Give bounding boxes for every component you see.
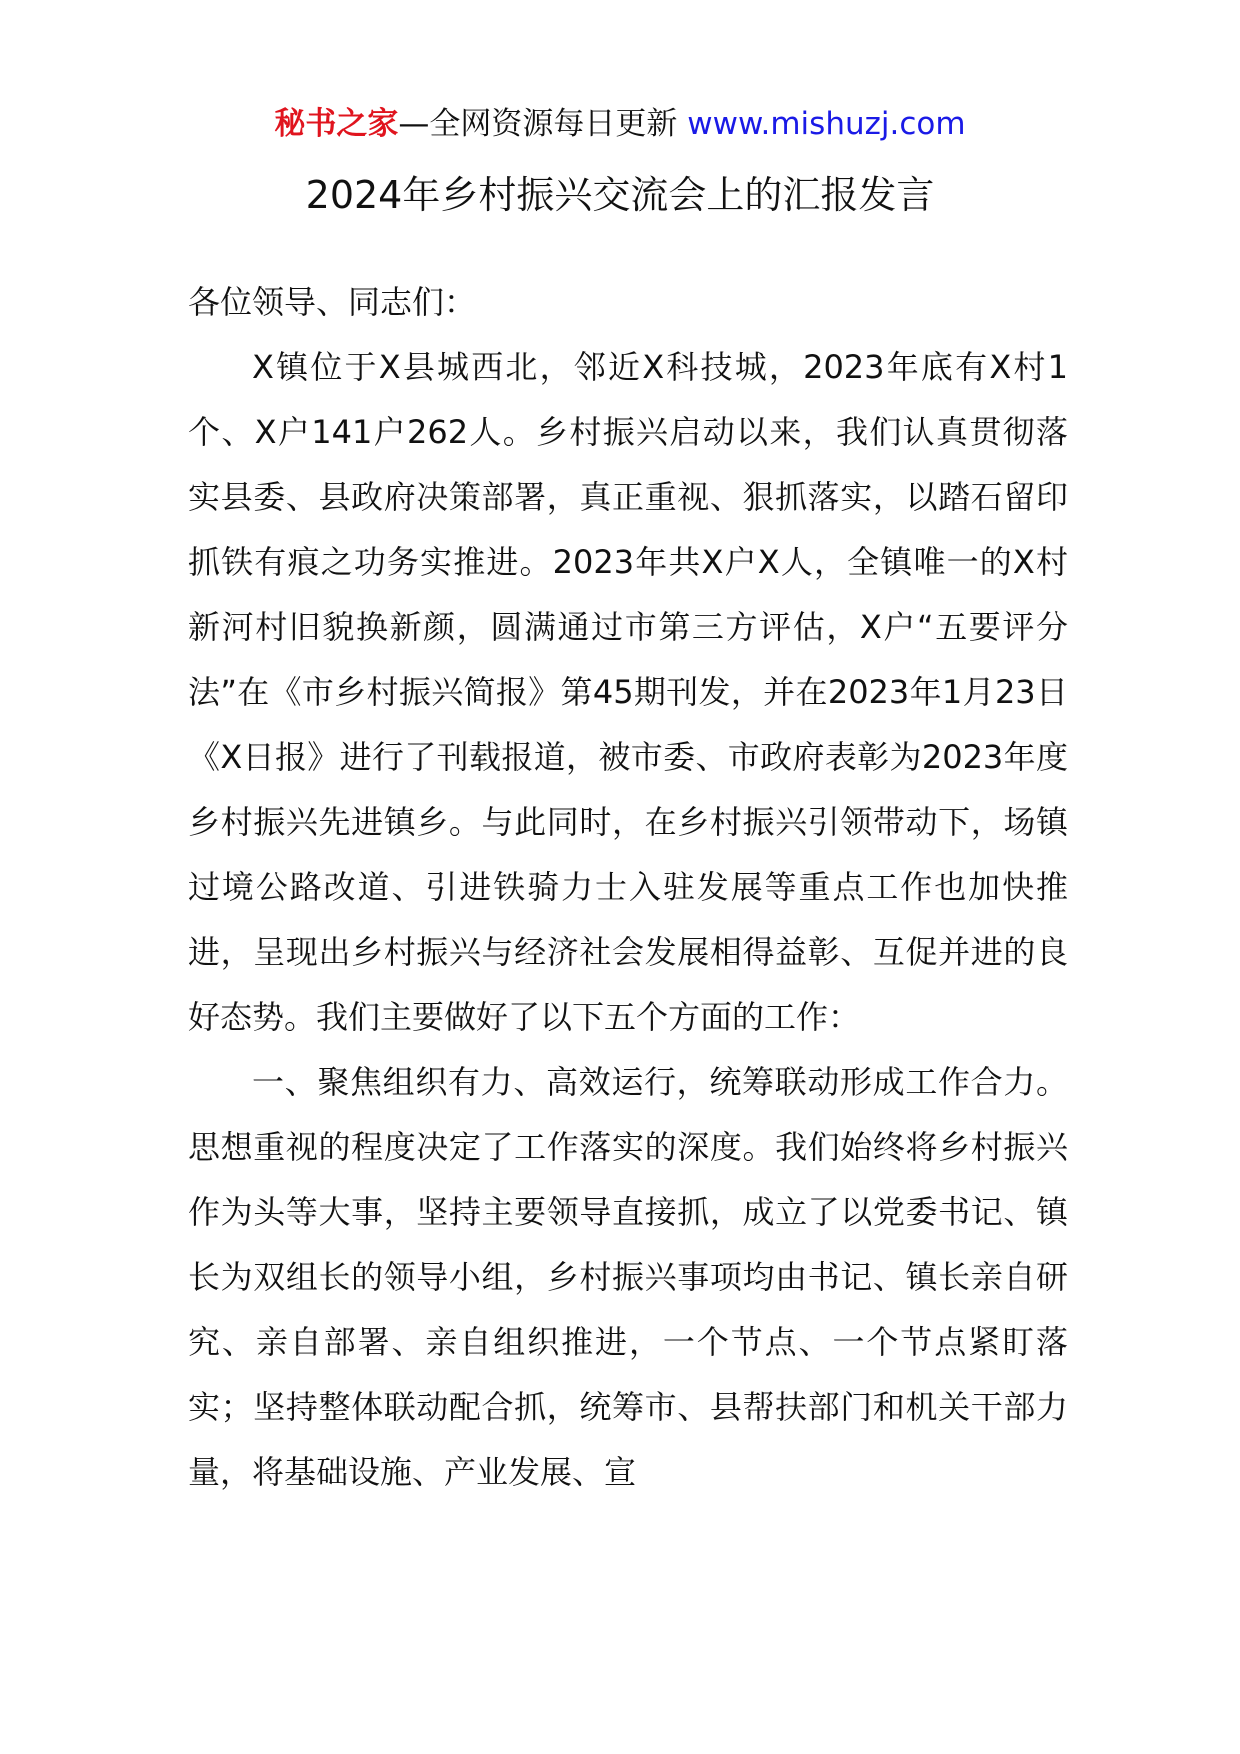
salutation: 各位领导、同志们： xyxy=(188,283,477,321)
document-title: 2024年乡村振兴交流会上的汇报发言 xyxy=(305,173,935,217)
paragraph-section-one: 一、聚焦组织有力、高效运行，统筹联动形成工作合力。思想重视的程度决定了工作落实的深度。我们始终将乡村振兴作为头等大事，坚持主要领导直接抓，成立了以党委书记、镇长为双组长的领导小组，乡村振兴事项均由书记、镇长亲自研究、亲自部署、亲自组织推进，一个节点、一个节点紧盯落实；坚持整体联动配合抓，统筹市、县帮扶部门和机关干部力量，将基础设施、产业发展、宣 xyxy=(188,1063,1068,1491)
brand-name: 秘书之家 xyxy=(274,106,399,142)
document-body xyxy=(188,270,1068,1505)
paragraph-intro: X镇位于X县城西北，邻近X科技城，2023年底有X村1个、X户141户262人。乡村振兴启动以来，我们认真贯彻落实县委、县政府决策部署，真正重视、狠抓落实，以踏石留印抓铁有痕之功务实推进。2023年共X户X人，全镇唯一的X村新河村旧貌换新颜，圆满通过市第三方评估，X户“五要评分法”在《市乡村振兴简报》第45期刊发，并在2023年1月23日《X日报》进行了刊载报道，被市委、市政府表彰为2023年度乡村振兴先进镇乡。与此同时，在乡村振兴引领带动下，场镇过境公路改道、引进铁骑力士入驻发展等重点工作也加快推进，呈现出乡村振兴与经济社会发展相得益彰、互促并进的良好态势。我们主要做好了以下五个方面的工作： xyxy=(188,348,1068,1036)
brand-tagline: —全网资源每日更新 xyxy=(398,106,678,142)
site-banner xyxy=(0,104,1240,144)
site-url-link[interactable]: www.mishuzj.com xyxy=(687,106,966,142)
